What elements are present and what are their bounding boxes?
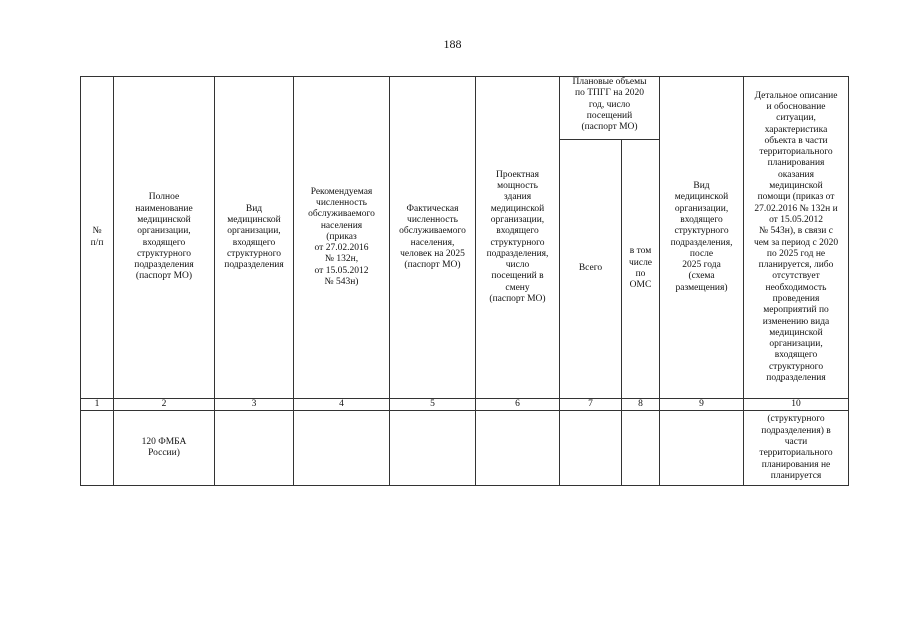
page-number: 188 <box>443 37 462 51</box>
column-numbers-row <box>81 399 849 411</box>
data-table <box>80 76 849 486</box>
header-recommended-population: Рекомендуемая численность обслуживаемого населения (приказ от 27.02.2016 № 132н, от 15.05.2012 № 543н) <box>294 77 390 399</box>
header-oms: в том числе по ОМС <box>622 140 660 399</box>
column-number: 6 <box>476 399 560 411</box>
header-actual-population: Фактическая численность обслуживаемого населения, человек на 2025 (паспорт МО) <box>390 77 476 399</box>
cell-actual-population <box>390 411 476 486</box>
cell-org-name: 120 ФМБА России) <box>114 411 215 486</box>
header-org-name: Полное наименование медицинской организации, входящего структурного подразделения (паспорт МО) <box>114 77 215 399</box>
header-detailed-description: Детальное описание и обоснование ситуации, характеристика объекта в части территориального планирования оказания медицинской помощи (приказ от 27.02.2016 № 132н и от 15.05.2012 № 543н), в связи с чем за период с 2020 по 2025 год не планируется, либо отсутствует необходимость проведения мероприятий по изменению вида медицинской организации, входящего структурного подразделения <box>744 77 849 399</box>
column-number: 8 <box>622 399 660 411</box>
column-number: 10 <box>744 399 849 411</box>
cell-oms <box>622 411 660 486</box>
cell-recommended-population <box>294 411 390 486</box>
header-org-type: Вид медицинской организации, входящего структурного подразделения <box>215 77 294 399</box>
column-number: 4 <box>294 399 390 411</box>
header-row-top <box>81 77 849 140</box>
column-number: 2 <box>114 399 215 411</box>
cell-design-capacity <box>476 411 560 486</box>
column-number: 9 <box>660 399 744 411</box>
cell-org-type-after-2025 <box>660 411 744 486</box>
header-total: Всего <box>560 140 622 399</box>
header-design-capacity: Проектная мощность здания медицинской организации, входящего структурного подразделения, число посещений в смену (паспорт МО) <box>476 77 560 399</box>
cell-index <box>81 411 114 486</box>
table-row <box>81 411 849 486</box>
cell-detailed-description: (структурного подразделения) в части территориального планирования не планируется <box>744 411 849 486</box>
column-number: 7 <box>560 399 622 411</box>
cell-org-type <box>215 411 294 486</box>
cell-total <box>560 411 622 486</box>
header-index: № п/п <box>81 77 114 399</box>
column-number: 5 <box>390 399 476 411</box>
header-org-type-after-2025: Вид медицинской организации, входящего структурного подразделения, после 2025 года (схема размещения) <box>660 77 744 399</box>
header-planned-volumes: Плановые объемы по ТПГГ на 2020 год, число посещений (паспорт МО) <box>560 77 660 140</box>
column-number: 1 <box>81 399 114 411</box>
column-number: 3 <box>215 399 294 411</box>
